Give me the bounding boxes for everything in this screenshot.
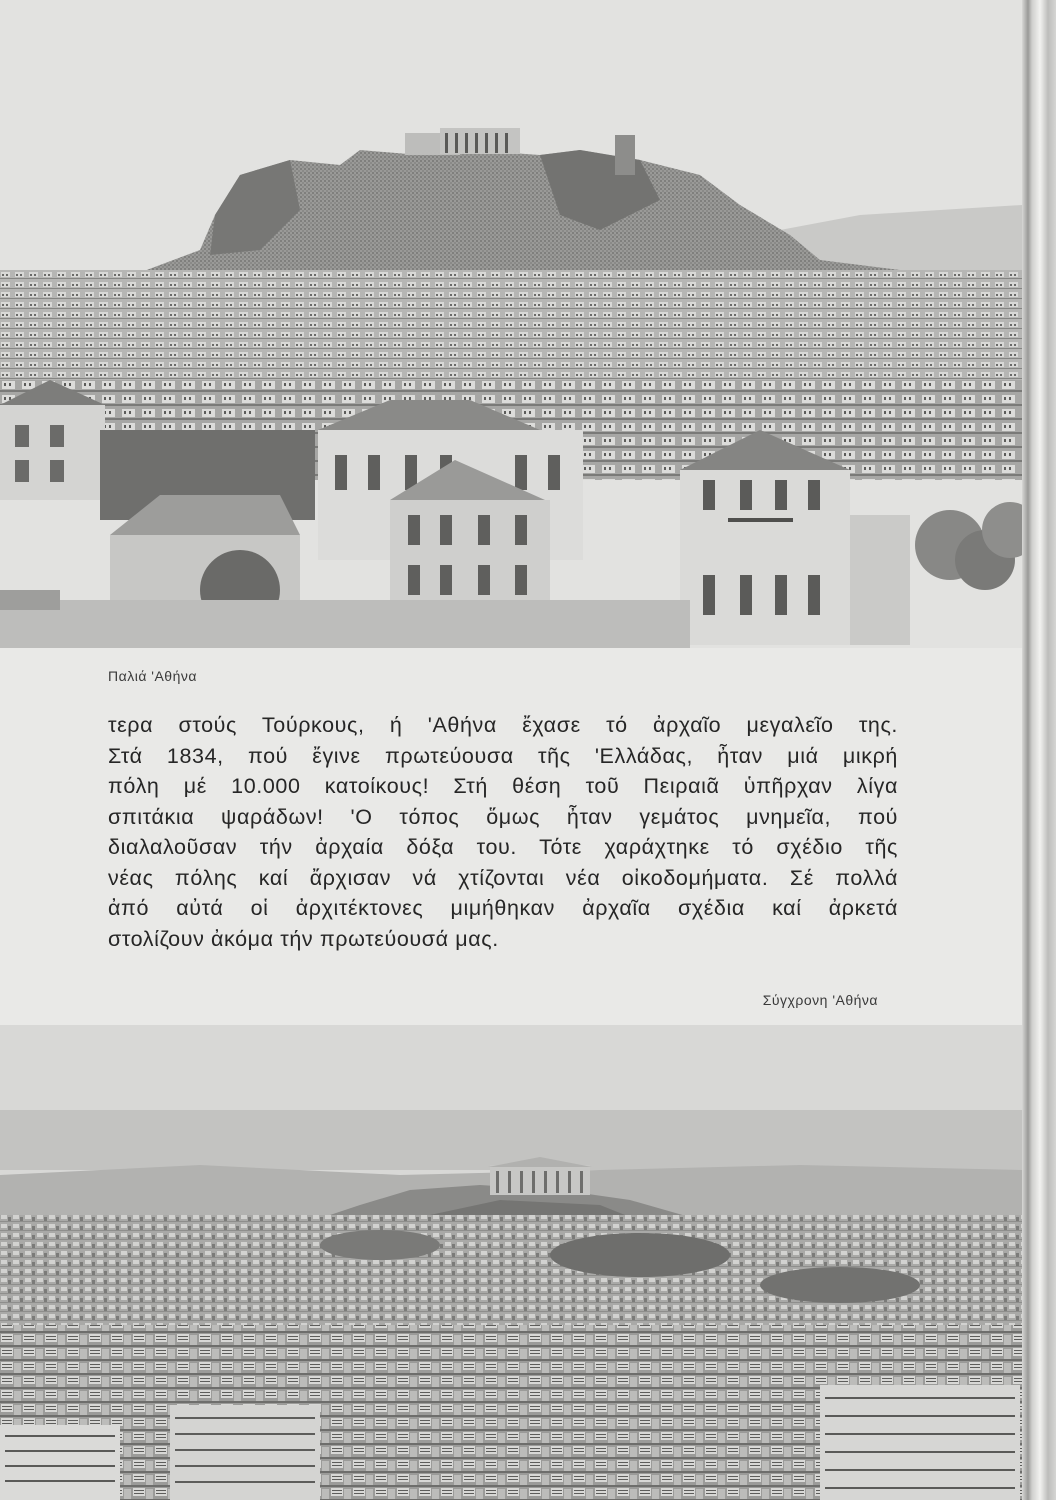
modern-athens-photo [0, 1025, 1022, 1500]
old-athens-photo [0, 0, 1022, 648]
page-binding-edge [1022, 0, 1056, 1500]
text-line: στολίζουν ἀκόμα τήν πρωτεύουσά μας. [108, 926, 499, 951]
text-line: πόλη μέ 10.000 κατοίκους! Στή θέση τοῦ Πειραιᾶ ὑπῆρχαν λίγα [108, 774, 898, 798]
text-line: τερα στούς Τούρκους, ή 'Αθήνα ἔχασε τό ἀρχαῖο μεγαλεῖο της. [108, 713, 898, 737]
text-line: ἀπό αὐτά οἱ ἀρχιτέκτονες μιμήθηκαν ἀρχαῖα σχέδια καί ἀρκετά [108, 896, 898, 920]
text-line: νέας πόλης καί ἄρχισαν νά χτίζονται νέα οἰκοδομήματα. Σέ πολλά [108, 865, 898, 890]
text-line: διαλαλοῦσαν τήν ἀρχαία δόξα του. Τότε χαράχτηκε τό σχέδιο τῆς [108, 835, 898, 859]
modern-athens-caption: Σύγχρονη 'Αθήνα [762, 992, 878, 1008]
text-line: Στά 1834, πού ἔγινε πρωτεύουσα τῆς 'Ελλάδας, ἦταν μιά μικρή [108, 743, 898, 768]
old-athens-caption: Παλιά 'Αθήνα [108, 668, 197, 684]
body-paragraph [108, 710, 898, 954]
text-line: σπιτάκια ψαράδων! 'Ο τόπος ὅμως ἦταν γεμάτος μνημεῖα, πού [108, 804, 898, 829]
